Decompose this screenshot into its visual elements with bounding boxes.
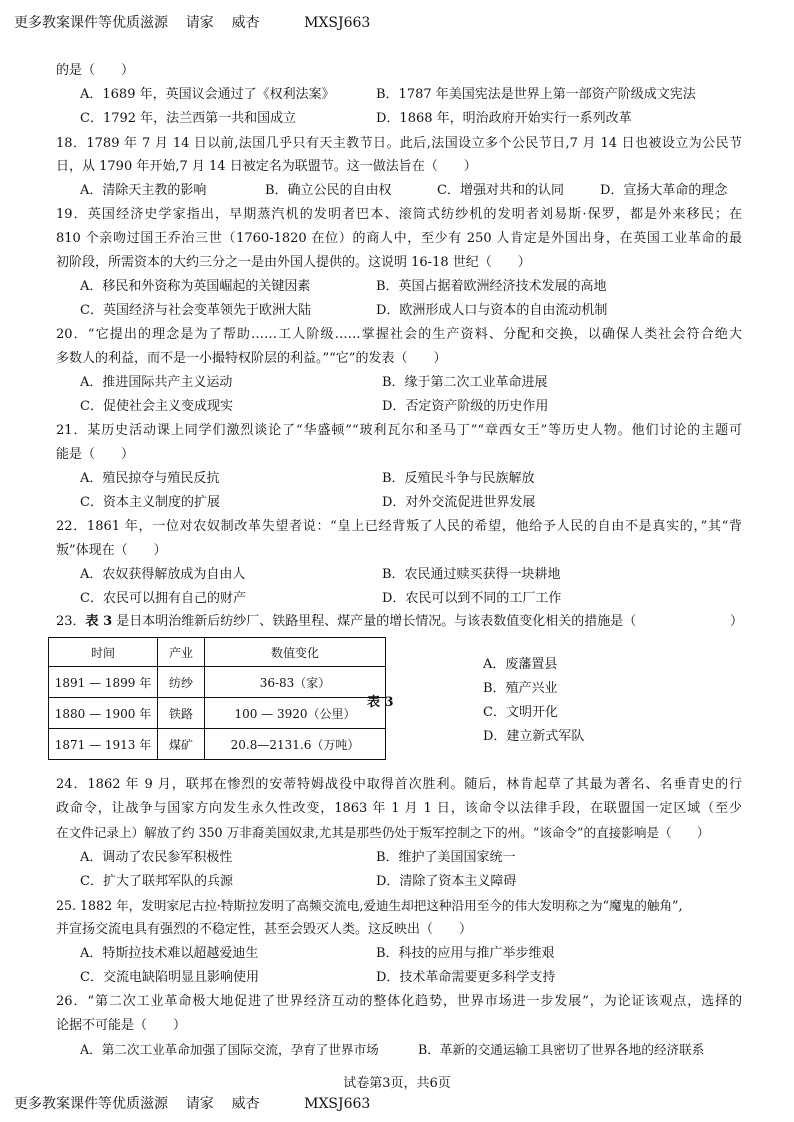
q22-stem-line-2: 叛”体现在（ ） bbox=[56, 543, 167, 558]
q26-stem-line-2: 论据不可能是（ ） bbox=[56, 1018, 187, 1033]
table-cell: 铁路 bbox=[158, 698, 205, 729]
q17-option-b: B．1787 年美国宪法是世界上第一部资产阶级成文宪法 bbox=[376, 87, 696, 102]
q20-option-a: A．推进国际共产主义运动 bbox=[80, 375, 233, 390]
q22-option-a: A．农奴获得解放成为自由人 bbox=[80, 567, 246, 582]
table-cell: 1880 — 1900 年 bbox=[49, 698, 158, 729]
q24-stem-line-1: 24．1862 年 9 月，联邦在惨烈的安蒂特姆战役中取得首次胜利。随后，林肯起草了其最为著名、名垂青史的行 bbox=[56, 777, 742, 792]
q20-option-b: B．缘于第二次工业革命进展 bbox=[382, 375, 548, 390]
q20-option-c: C．促使社会主义变成现实 bbox=[80, 399, 233, 414]
q21-option-a: A．殖民掠夺与殖民反抗 bbox=[80, 471, 220, 486]
q23-stem-text: 是日本明治维新后纺纱厂、铁路里程、煤产量的增长情况。与该表数值变化相关的措施是（ bbox=[112, 614, 637, 629]
q18-option-d: D．宣扬大革命的理念 bbox=[600, 183, 728, 198]
q19-stem-line-3: 初阶段，所需资本的大约三分之一是由外国人提供的。这说明 16-18 世纪（ ） bbox=[56, 255, 531, 270]
table-header-cell: 时间 bbox=[49, 638, 158, 667]
q19-stem-line-1: 19．英国经济史学家指出，早期蒸汽机的发明者巴本、滚筒式纺纱机的发明者刘易斯·保罗，都是外来移民；在 bbox=[56, 207, 742, 222]
q24-option-d: D．清除了资本主义障碍 bbox=[376, 874, 517, 889]
q17-stem-tail: 的是（ ） bbox=[56, 63, 135, 78]
q18-stem-line-2: 日，从 1790 年开始,7 月 14 日被定名为联盟节。这一做法旨在（ ） bbox=[56, 159, 477, 174]
q19-option-c: C．英国经济与社会变革领先于欧洲大陆 bbox=[80, 303, 311, 318]
q24-option-c: C．扩大了联邦军队的兵源 bbox=[80, 874, 233, 889]
q18-option-a: A．清除天主教的影响 bbox=[80, 183, 207, 198]
table-cell: 36-83（家） bbox=[205, 667, 386, 698]
table-cell: 纺纱 bbox=[158, 667, 205, 698]
q19-stem-line-2: 810 个亲吻过国王乔治三世（1760-1820 在位）的商人中，至少有 250 人肯定是外国出身，在英国工业革命的最 bbox=[56, 231, 742, 246]
q26-option-a: A．第二次工业革命加强了国际交流，孕育了世界市场 bbox=[80, 1042, 379, 1057]
q23-option-b: B．殖产兴业 bbox=[483, 681, 558, 696]
q20-stem-line-1: 20．“它提出的理念是为了帮助……工人阶级……掌握社会的生产资料、分配和交换，以确保人类社会符合绝大 bbox=[56, 327, 742, 342]
q17-option-d: D．1868 年，明治政府开始实行一系列改革 bbox=[376, 111, 632, 126]
q23-table-ref: 表 3 bbox=[85, 614, 113, 629]
q25-option-c: C．交流电缺陷明显且影响使用 bbox=[80, 970, 259, 985]
q22-option-d: D．农民可以到不同的工厂工作 bbox=[382, 591, 562, 606]
q25-stem-line-2: 并宣扬交流电具有强烈的不稳定性，甚至会毁灭人类。这反映出（ ） bbox=[56, 922, 473, 937]
q21-option-b: B．反殖民斗争与民族解放 bbox=[382, 471, 535, 486]
table-cell: 20.8—2131.6（万吨） bbox=[205, 729, 386, 760]
q22-option-b: B．农民通过赎买获得一块耕地 bbox=[382, 567, 561, 582]
q23-option-a: A．废藩置县 bbox=[483, 657, 558, 672]
page-number: 试卷第3页，共6页 bbox=[343, 1076, 451, 1091]
q17-option-a: A．1689 年，英国议会通过了《权利法案》 bbox=[80, 87, 335, 102]
q21-stem-line-2: 能是（ ） bbox=[56, 447, 135, 462]
table-header-cell: 产业 bbox=[158, 638, 205, 667]
table-header-cell: 数值变化 bbox=[205, 638, 386, 667]
q21-option-d: D．对外交流促进世界发展 bbox=[382, 495, 536, 510]
q24-stem-line-3: 在文件记录上）解放了约 350 万非裔美国奴隶,尤其是那些仍处于叛军控制之下的州。“该命令”的直接影响是（ ） bbox=[56, 825, 710, 840]
q23-stem-paren-close: ） bbox=[730, 614, 744, 629]
q24-stem-line-2: 政命令，让战争与国家方向发生永久性改变，1863 年 1 月 1 日，该命令以法律手段，在联盟国一定区域（至少 bbox=[56, 801, 742, 816]
q24-option-a: A．调动了农民参军积极性 bbox=[80, 850, 233, 865]
q23-option-c: C．文明开化 bbox=[483, 705, 558, 720]
q24-option-b: B．维护了美国国家统一 bbox=[376, 850, 516, 865]
q22-stem-line-1: 22．1861 年，一位对农奴制改革失望者说：“皇上已经背叛了人民的希望，他给予人民的自由不是真实的，”其“背 bbox=[56, 519, 742, 534]
q26-stem-line-1: 26．“第二次工业革命极大地促进了世界经济互动的整体化趋势，世界市场进一步发展”，为论证该观点，选择的 bbox=[56, 994, 742, 1009]
table-cell: 1891 — 1899 年 bbox=[49, 667, 158, 698]
table-cell: 1871 — 1913 年 bbox=[49, 729, 158, 760]
q26-option-b: B．革新的交通运输工具密切了世界各地的经济联系 bbox=[418, 1042, 705, 1057]
q19-option-b: B．英国占据着欧洲经济技术发展的高地 bbox=[376, 279, 607, 294]
q25-stem-line-1: 25. 1882 年，发明家尼古拉·特斯拉发明了高频交流电,爱迪生却把这种沿用至今的伟大发明称之为“魔鬼的触角”, bbox=[56, 898, 683, 913]
table-header-row bbox=[49, 638, 386, 667]
q22-option-c: C．农民可以拥有自己的财产 bbox=[80, 591, 246, 606]
q25-option-a: A．特斯拉技术难以超越爱迪生 bbox=[80, 946, 259, 961]
q19-option-d: D．欧洲形成人口与资本的自由流动机制 bbox=[376, 303, 608, 318]
table-row bbox=[49, 698, 386, 729]
table-cell: 100 — 3920（公里） bbox=[205, 698, 386, 729]
table-cell: 煤矿 bbox=[158, 729, 205, 760]
q18-option-c: C．增强对共和的认同 bbox=[437, 183, 564, 198]
q21-option-c: C．资本主义制度的扩展 bbox=[80, 495, 220, 510]
table-row bbox=[49, 729, 386, 760]
q19-option-a: A．移民和外资称为英国崛起的关键因素 bbox=[80, 279, 311, 294]
q23-number: 23． bbox=[56, 614, 86, 629]
q23-data-table bbox=[48, 637, 386, 760]
q18-option-b: B．确立公民的自由权 bbox=[265, 183, 392, 198]
q17-option-c: C．1792 年，法兰西第一共和国成立 bbox=[80, 111, 297, 126]
q23-table-caption: 表 3 bbox=[367, 695, 394, 710]
footer-ad-text: 更多教案课件等优质滋源 请家 威杏 MXSJ663 bbox=[14, 1096, 371, 1112]
q23-option-d: D．建立新式军队 bbox=[483, 729, 585, 744]
q25-option-b: B．科技的应用与推广举步维艰 bbox=[376, 946, 555, 961]
q20-stem-line-2: 多数人的利益，而不是一小撮特权阶层的利益。”“它”的发表（ ） bbox=[56, 351, 447, 366]
q23-stem-line-1 bbox=[56, 613, 742, 631]
q20-option-d: D．否定资产阶级的历史作用 bbox=[382, 399, 549, 414]
header-ad-text: 更多教案课件等优质滋源 请家 威杏 MXSJ663 bbox=[14, 15, 371, 31]
q21-stem-line-1: 21．某历史活动课上同学们激烈谈论了“华盛顿”“玻利瓦尔和圣马丁”“章西女王”等历史人物。他们讨论的主题可 bbox=[56, 423, 742, 438]
q18-stem-line-1: 18．1789 年 7 月 14 日以前,法国几乎只有天主教节日。此后,法国设立多个公民节日,7 月 14 日也被设立为公民节 bbox=[56, 136, 742, 151]
table-row bbox=[49, 667, 386, 698]
q25-option-d: D．技术革命需要更多科学支持 bbox=[376, 970, 556, 985]
